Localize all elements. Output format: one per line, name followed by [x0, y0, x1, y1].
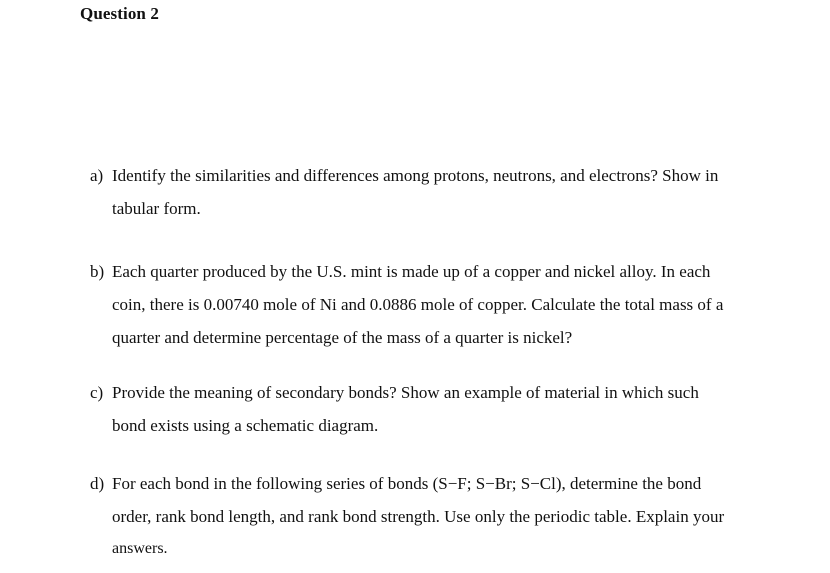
question-text-line: Each quarter produced by the U.S. mint is made up of a copper and nickel alloy. In each: [112, 262, 711, 281]
question-line: [90, 416, 790, 449]
question-d: [90, 474, 790, 573]
question-text-line: bond exists using a schematic diagram.: [112, 416, 379, 435]
question-text-line: answers.: [112, 540, 168, 557]
question-marker: b): [90, 262, 105, 281]
question-marker: c): [90, 383, 104, 402]
question-text-line: coin, there is 0.00740 mole of Ni and 0.0886 mole of copper. Calculate the total mass of a: [112, 295, 724, 314]
question-text-line: tabular form.: [112, 199, 201, 218]
question-line: [90, 328, 790, 361]
question-text-line: quarter and determine percentage of the mass of a quarter is nickel?: [112, 328, 573, 347]
question-text-line: order, rank bond length, and rank bond strength. Use only the periodic table. Explain your: [112, 507, 725, 526]
question-text-line: Identify the similarities and differences among protons, neutrons, and electrons? Show in: [112, 166, 719, 185]
question-b: [90, 262, 790, 361]
question-marker: a): [90, 166, 104, 185]
question-line: [90, 474, 790, 507]
question-line: [90, 295, 790, 328]
question-text-line: Provide the meaning of secondary bonds? Show an example of material in which such: [112, 383, 699, 402]
page-title: Question 2: [80, 4, 159, 23]
question-line: [90, 507, 790, 540]
question-line: [90, 166, 790, 199]
question-line: [90, 262, 790, 295]
question-a: [90, 166, 790, 232]
question-line: [90, 383, 790, 416]
question-c: [90, 383, 790, 449]
question-line: [90, 540, 790, 573]
question-marker: d): [90, 474, 105, 493]
question-line: [90, 199, 790, 232]
question-text-line: For each bond in the following series of bonds (S−F; S−Br; S−Cl), determine the bond: [112, 474, 702, 493]
